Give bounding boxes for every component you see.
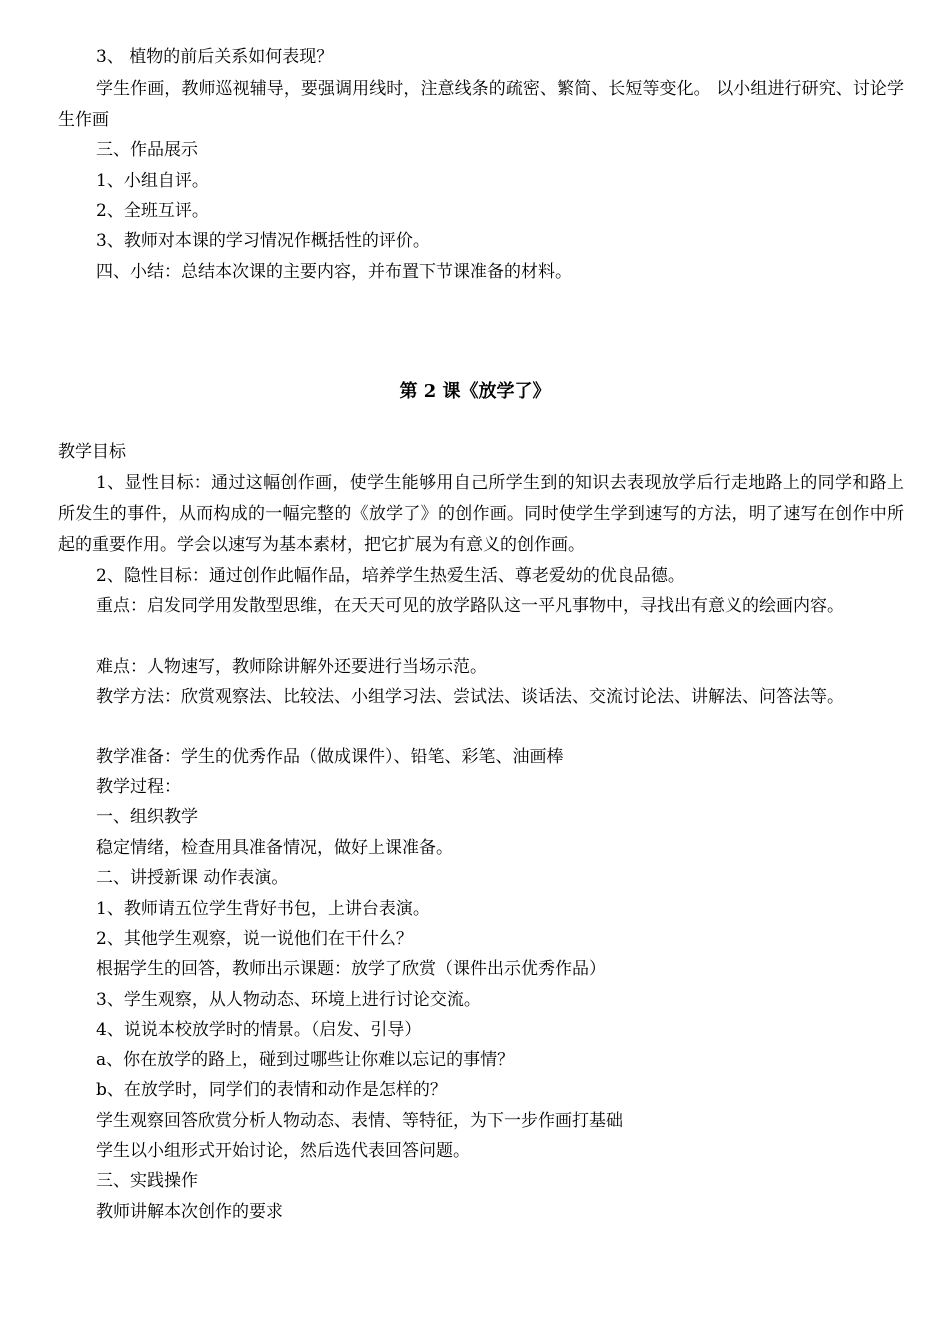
question-3-line: 3、 植物的前后关系如何表现？: [96, 47, 334, 67]
implicit-goal-line: 2、隐性目标：通过创作此幅作品，培养学生热爱生活、尊老爱幼的优良品德。: [96, 566, 685, 586]
list-item: 学生以小组形式开始讨论，然后选代表回答问题。: [96, 1141, 470, 1161]
step-2-heading: 二、讲授新课 动作表演。: [96, 868, 289, 888]
list-item: 2、其他学生观察，说一说他们在干什么？: [96, 929, 413, 949]
preparation-line: 教学准备：学生的优秀作品（做成课件）、铅笔、彩笔、油画棒: [96, 747, 564, 767]
list-item: 稳定情绪，检查用具准备情况，做好上课准备。: [96, 838, 453, 858]
step-3-heading: 三、实践操作: [96, 1171, 198, 1191]
list-item: 3、学生观察，从人物动态、环境上进行讨论交流。: [96, 990, 481, 1010]
list-item: b、在放学时，同学们的表情和动作是怎样的？: [96, 1080, 447, 1100]
list-item: 2、全班互评。: [96, 201, 209, 221]
list-item: 1、教师请五位学生背好书包，上讲台表演。: [96, 899, 430, 919]
list-item: 教师讲解本次创作的要求: [96, 1202, 283, 1222]
list-item: 4、说说本校放学时的情景。（启发、引导）: [96, 1020, 422, 1040]
list-item: a、你在放学的路上，碰到过哪些让你难以忘记的事情？: [96, 1050, 515, 1070]
goals-heading: 教学目标: [58, 442, 126, 462]
lesson-title: 第 2 课《放学了》: [399, 381, 551, 402]
methods-paragraph: 教学方法：欣赏观察法、比较法、小组学习法、尝试法、谈话法、交流讨论法、讲解法、问答法等。: [96, 687, 844, 707]
list-item: 根据学生的回答，教师出示课题：放学了欣赏（课件出示优秀作品）: [96, 959, 606, 979]
step-1-heading: 一、组织教学: [96, 807, 198, 827]
key-point-paragraph: 重点：启发同学用发散型思维，在天天可见的放学路队这一平凡事物中，寻找出有意义的绘画内容。: [96, 596, 844, 616]
process-heading: 教学过程：: [96, 777, 181, 797]
list-item: 3、教师对本课的学习情况作概括性的评价。: [96, 231, 430, 251]
list-item: 1、小组自评。: [96, 171, 209, 191]
summary-line: 四、小结：总结本次课的主要内容，并布置下节课准备的材料。: [96, 262, 572, 282]
student-drawing-paragraph: 学生作画，教师巡视辅导，要强调用线时，注意线条的疏密、繁简、长短等变化。 以小组进行研究、讨论学生作画: [58, 79, 904, 130]
explicit-goal-paragraph: 1、显性目标：通过这幅创作画，使学生能够用自己所学生到的知识去表现放学后行走地路上的同学和路上所发生的事件，从而构成的一幅完整的《放学了》的创作画。同时使学生学到速写的方法，明了速写在创作中所起的重要作用。学会以速写为基本素材，把它扩展为有意义的创作画。: [58, 473, 904, 555]
difficulty-line: 难点：人物速写，教师除讲解外还要进行当场示范。: [96, 657, 487, 677]
section-3-heading: 三、作品展示: [96, 140, 198, 160]
list-item: 学生观察回答欣赏分析人物动态、表情、等特征，为下一步作画打基础: [96, 1111, 623, 1131]
